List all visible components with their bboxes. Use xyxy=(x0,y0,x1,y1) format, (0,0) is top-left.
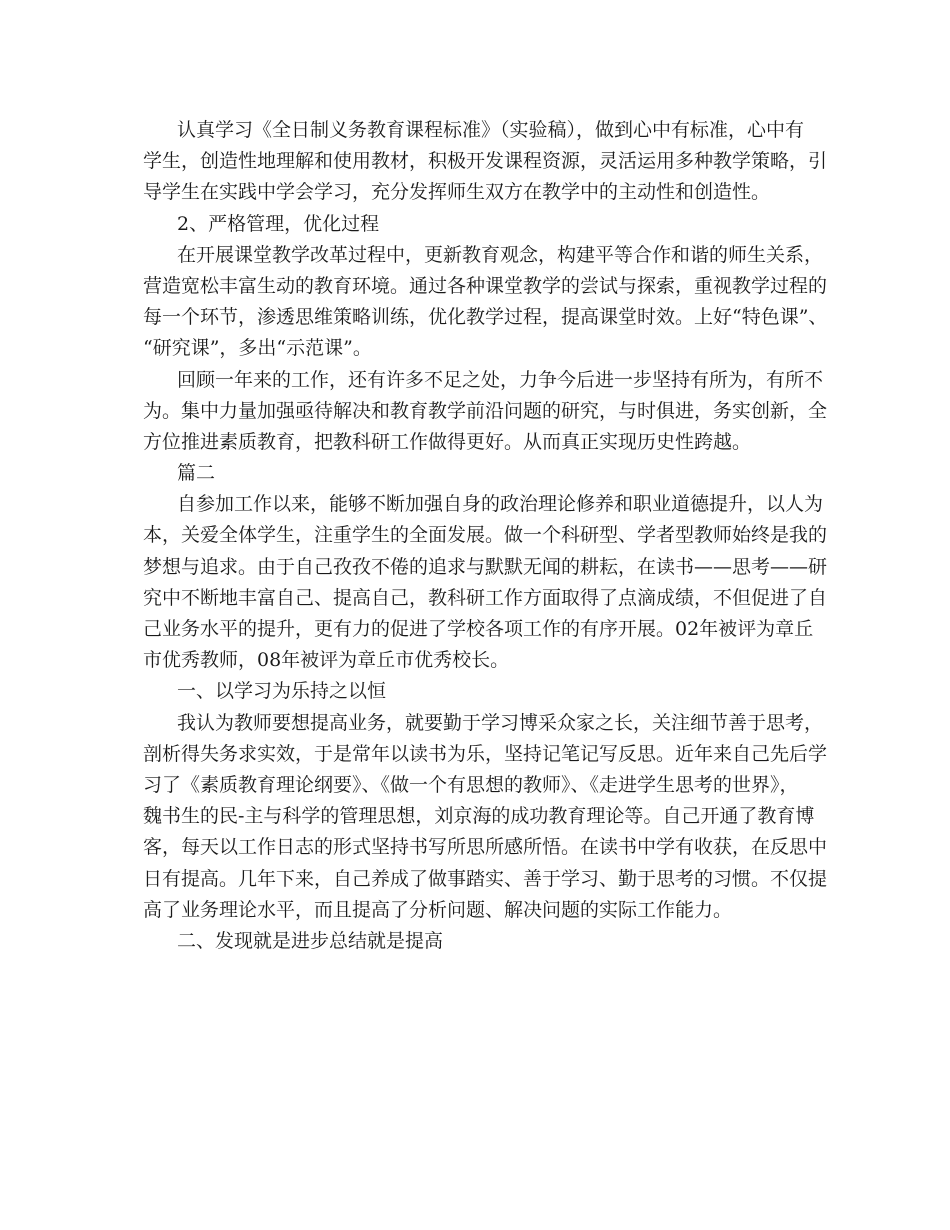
text-line: 本，关爱全体学生，注重学生的全面发展。做一个科研型、学者型教师始终是我的 xyxy=(143,524,828,547)
text-line: 梦想与追求。由于自己孜孜不倦的追求与默默无闻的耕耘，在读书——思考——研 xyxy=(143,555,828,578)
text-line: 认真学习《全日制义务教育课程标准》（实验稿），做到心中有标准，心中有 xyxy=(177,119,805,141)
text-line: 我认为教师要想提高业务，就要勤于学习博采众家之长，关注细节善于思考， xyxy=(177,711,824,734)
text-line: 2、严格管理，优化过程 xyxy=(177,212,380,235)
text-line: 导学生在实践中学会学习，充分发挥师生双方在教学中的主动性和创造性。 xyxy=(143,181,771,204)
text-line: 一、以学习为乐持之以恒 xyxy=(177,680,387,703)
text-line: 回顾一年来的工作，还有许多不足之处，力争今后进一步坚持有所为，有所不 xyxy=(177,368,824,391)
document-body xyxy=(143,115,828,957)
text-line: 方位推进素质教育，把教科研工作做得更好。从而真正实现历史性跨越。 xyxy=(143,430,752,453)
text-line: 在开展课堂教学改革过程中，更新教育观念，构建平等合作和谐的师生关系， xyxy=(177,243,824,266)
text-line: 为。集中力量加强亟待解决和教育教学前沿问题的研究，与时俱进，务实创新，全 xyxy=(143,399,828,422)
text-line: 每一个环节，渗透思维策略训练，优化教学过程，提高课堂时效。上好“特色课”、 xyxy=(143,306,828,329)
text-line: 究中不断地丰富自己、提高自己，教科研工作方面取得了点滴成绩，不但促进了自 xyxy=(143,586,828,609)
text-line: 营造宽松丰富生动的教育环境。通过各种课堂教学的尝试与探索，重视教学过程的 xyxy=(143,274,828,297)
text-line: 篇二 xyxy=(177,462,216,485)
text-line: 日有提高。几年下来，自己养成了做事踏实、善于学习、勤于思考的习惯。不仅提 xyxy=(143,867,828,890)
text-line: 自参加工作以来，能够不断加强自身的政治理论修养和职业道德提升，以人为 xyxy=(177,493,824,516)
text-line: 魏书生的民-主与科学的管理思想，刘京海的成功教育理论等。自己开通了教育博 xyxy=(143,805,815,828)
text-line: 学生，创造性地理解和使用教材，积极开发课程资源，灵活运用多种教学策略，引 xyxy=(143,150,828,173)
text-line: 高了业务理论水平，而且提高了分析问题、解决问题的实际工作能力。 xyxy=(143,898,733,921)
text-line: 习了《素质教育理论纲要》、《做一个有思想的教师》、《走进学生思考的世界》， xyxy=(143,773,799,796)
text-line: 客，每天以工作日志的形式坚持书写所思所感所悟。在读书中学有收获，在反思中 xyxy=(143,836,828,859)
text-line: 市优秀教师，08年被评为章丘市优秀校长。 xyxy=(143,649,510,672)
text-line: 二、发现就是进步总结就是提高 xyxy=(177,929,444,952)
text-line: 己业务水平的提升，更有力的促进了学校各项工作的有序开展。02年被评为章丘 xyxy=(143,618,814,640)
text-line: 剖析得失务求实效，于是常年以读书为乐，坚持记笔记写反思。近年来自己先后学 xyxy=(143,742,828,765)
text-line: “研究课”，多出“示范课”。 xyxy=(143,337,372,360)
